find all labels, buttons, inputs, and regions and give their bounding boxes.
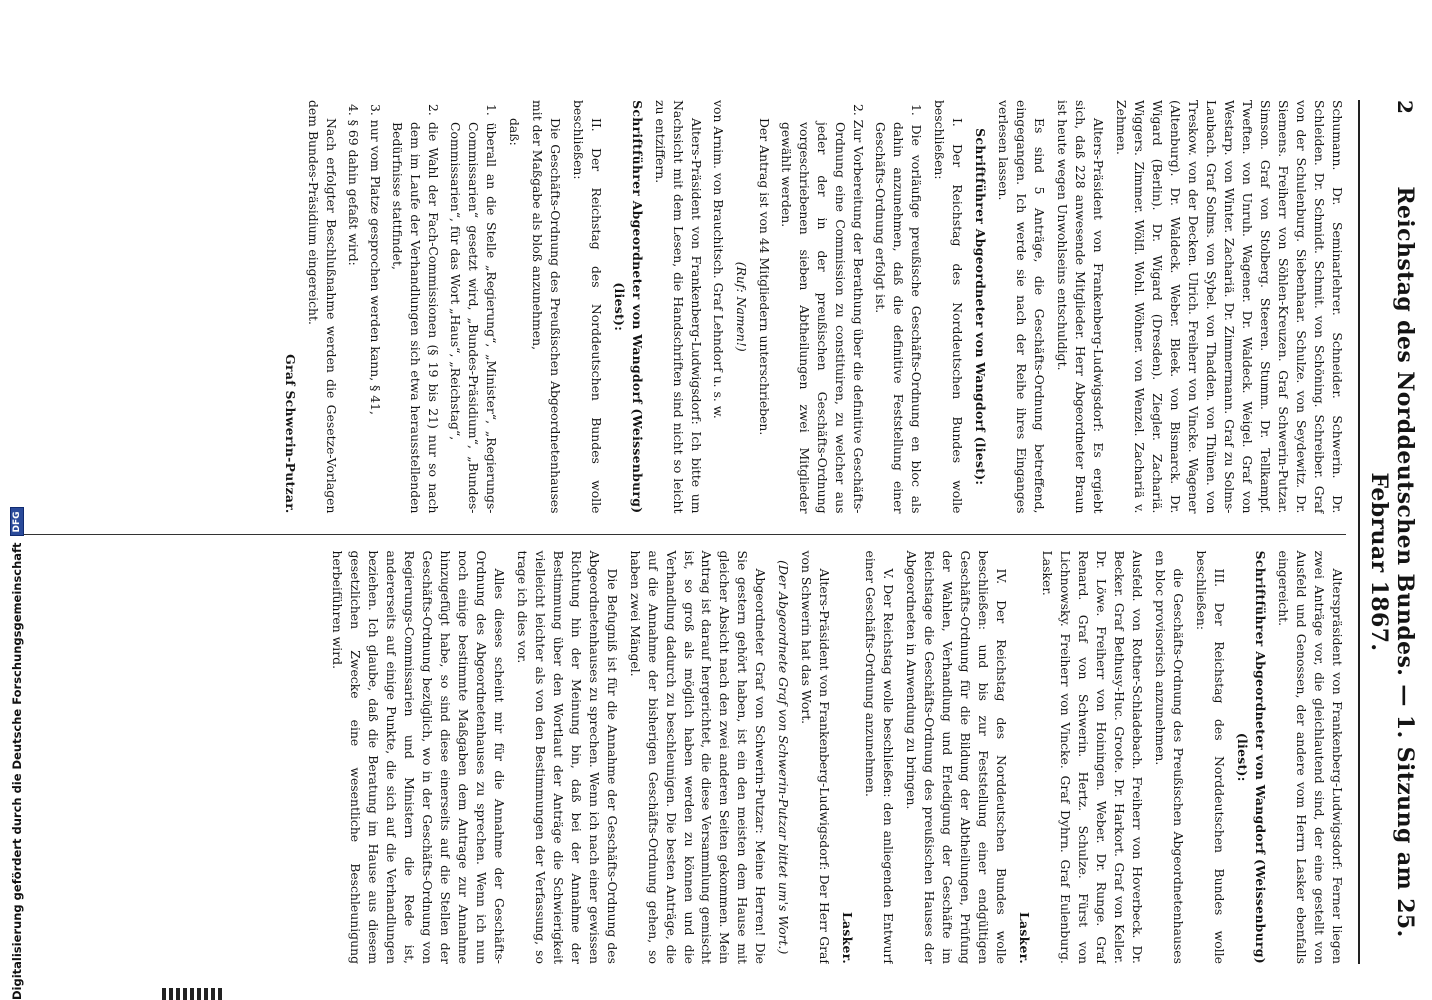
list-item: 1. Die vorläufige preußische Geschäfts-Ordnung en bloc als dahin anzunehmen, daß die definitive Feststellung einer Geschäfts-Ordnung erfolgt ist. <box>873 104 925 514</box>
paragraph: die Geschäfts-Ordnung des Preußischen Abgeordnetenhauses en bloc provisorisch anzunehmen. <box>1153 550 1187 964</box>
page-title: Reichstag des Norddeutschen Bundes. — 1. Sitzung am 25. Februar 1867. <box>1366 186 1418 938</box>
secretary-line: Schriftführer Abgeordneter von Wangdorf (liest): <box>973 128 989 486</box>
digitization-credit <box>10 507 24 1000</box>
paragraph: Alles dieses scheint mir für die Annahme der Geschäfts-Ordnung des Abgeordnetenhauses zu sprechen. Wenn ich nun noch einige bestimmte Maßgaben dem Antrage zur Annahme hinzugefügt habe, so sind diese einerseits auf die Stellen der Geschäfts-Ordnung bezüglich, wo in der Geschäfts-Ordnung von Regierungs-Commissarien und Ministern die Rede ist, andererseits auf einige Punkte, die sich auf die Verhandlungen beziehen. Ich glaube, daß die Beratung im Hause aus diesem gesetzlichen Zwecke eine wesentliche Beschleunigung herbeiführen wird. <box>329 550 507 964</box>
scan-edge-marks <box>162 988 222 1000</box>
paragraph: Der Antrag ist von 44 Mitgliedern unterschrieben. <box>757 118 773 436</box>
quoted-text: Nach erfolgter Beschlußnahme werden die Gesetze-Vorlagen dem Bundes-Präsidium eingereicht. <box>305 100 339 514</box>
paragraph: Alters-Präsident von Frankenberg-Ludwigsdorf: Der Herr Graf von Schwerin hat das Wort. <box>799 550 833 964</box>
list-item: 2. Zur Vorbereitung der Berathung über die definitive Geschäfts-Ordnung eine Commission zu constituiren, zu welcher aus jeder der in der preußischen Geschäfts-Ordnung vorgeschriebenen sieben Abtheilungen zwei Mitglieder gewählt werden. <box>779 104 867 514</box>
list-item: 3. nur vom Platze gesprochen werden kann, § 41, <box>367 104 383 415</box>
paragraph: daß: <box>506 118 522 146</box>
right-column <box>16 534 1346 965</box>
list-item: 2. die Wahl der Fach-Commissionen (§ 19 bis 21) nur so nach dem im Laufe der Verhandlungen sich etwa herausstellenden Bedürfnisse stattfindet, <box>389 104 441 514</box>
credit-text: Digitalisierung gefördert durch die Deutsche Forschungsgemeinschaft <box>10 542 24 1000</box>
paragraph: Alters-Präsident von Frankenberg-Ludwigsdorf: Es ergiebt sich, daß 228 anwesende Mitglieder. Herr Abgeordneter Braun ist heute wegen Unwohlseins entschuldigt. <box>1055 100 1107 514</box>
motion-heading: I. Der Reichstag des Norddeutschen Bundes wolle beschließen: <box>932 100 966 514</box>
signatory: Lasker. <box>840 912 856 964</box>
signatory: Lasker. <box>1017 912 1033 964</box>
member-list: Ausfeld. von Rother-Schladebach. Freiherr von Hoverbeck. Dr. Becker. Graf Bethusy-Huc. Groote. Dr. Harkort. Graf von Keller. Dr. Löwe. Freiherr von Hoiningen. Weber. Dr. Runge. Graf Renard. Graf von Schwerin. Hertz. Schulze. Fürst von Lichnowsky. Freiherr von Vincke. Graf Dyhrn. Graf Eulenburg. Lasker. <box>1040 550 1146 964</box>
paragraph: Alters-Präsident von Frankenberg-Ludwigsdorf: Ich bitte um Nachsicht mit dem Lesen, die Handschriften sind nicht so leicht zu entziffern. <box>652 100 704 514</box>
paragraph: Alterspräsident von Frankenberg-Ludwigsdorf: Ferner liegen zwei Anträge vor, die gleichlautend sind, der eine gestellt von Ausfeld und Genossen, der andere vom Herrn Lasker ebenfalls eingereicht. <box>1276 550 1345 964</box>
page-header <box>1358 100 1418 964</box>
dfg-logo-icon: DFG <box>10 507 24 536</box>
member-list: Schumann. Dr. Seminarlehrer. Schneider. Schwerin. Dr. Schleiden. Dr. Schmidt. Schmit. von Schöning. Schreiber. Graf von der Schulenburg. Siebenhaar. Schulze. von Seydewitz. Dr. Siemens. Freiherr von Söhlen-Kreuzen. Graf Schwerin-Putzar. Simson. Graf von Stolberg. Steeren. Stumm. Dr. Tellkampf. Tweften. von Unruh. Wagener. Dr. Waldeck. Weigel. Graf von Westarp. von Winter. Zachariä. Dr. Zimmermann. Graf zu Solms-Laubach. Graf Solms. von Sybel. von Thadden. von Thünen. von Treskow. von der Decken. Ulrich. Freiherr von Vincke. Wagener (Altenburg). Dr. Waldeck. Weber. Bleek. von Bismarck. Dr. Wigard (Berlin). Dr. Wigard (Dresden). Ziegler. Zachariä. Wiggers. Zimmer. Wölfl. Wohl. Wöhner. von Wenzel. Zachariä v. Zehmen. <box>1114 100 1345 514</box>
list-item: 1. überall an die Stelle „Regierung“, „Minister“, „Regierungs-Commissarien“ gesetzt wird, „Bundes-Präsidium“, „Bundes-Commissarien“, für das Wort „Haus“, „Reichstag“, <box>447 104 499 514</box>
motion-heading: II. Der Reichstag des Norddeutschen Bundes wolle beschließen: <box>570 100 604 514</box>
page-number: 2 <box>1393 100 1417 115</box>
paragraph: Die Befugniß ist für die Annahme der Geschäfts-Ordnung des Abgeordnetenhauses zu sprechen. Wenn ich nach einer gewissen Richtung hin der Meinung bin, daß bei der Annahme der Bestimmung über den Wortlaut der Anträge die Schwierigkeit vielleicht leichter als von den Bestimmungen der Verfassung, so trage ich dies vor. <box>514 550 620 964</box>
interjection: (Der Abgeordnete Graf von Schwerin-Putzar bittet um's Wort.) <box>776 560 792 955</box>
signatories: von Arnim. von Brauchitsch. Graf Lehndorf u. s. w. <box>711 100 727 419</box>
interjection: (Ruf: Namen!) <box>734 261 750 352</box>
secretary-line: Schriftführer Abgeordneter von Wangdorf (Weissenburg) (liest): <box>1235 550 1269 964</box>
paragraph: Es sind 5 Anträge, die Geschäfts-Ordnung betreffend, eingegangen. Ich werde sie nach der Reihe ihres Einganges verlesen lassen. <box>996 100 1048 514</box>
signatory: Graf Schwerin-Putzar. <box>282 354 298 514</box>
motion-heading: III. Der Reichstag des Norddeutschen Bundes wolle beschließen: <box>1194 550 1228 964</box>
motion-heading: IV. Der Reichstag des Norddeutschen Bundes wolle beschließen: und bis zur Feststellung einer endgültigen Geschäfts-Ordnung für die Bildung der Abtheilungen, Prüfung der Wahlen, Verhandlung und Erledigung der Geschäfte im Reichstage die Geschäfts-Ordnung des preußischen Hauses der Abgeordneten in Anwendung zu bringen. <box>904 550 1010 964</box>
paragraph: Die Geschäfts-Ordnung des Preußischen Abgeordnetenhauses mit der Maßgabe als bloß anzunehmen, <box>529 100 563 514</box>
motion-heading: V. Der Reichstag wolle beschließen: den anliegenden Entwurf einer Geschäfts-Ordnung anzunehmen. <box>863 550 897 964</box>
left-column <box>16 100 1346 514</box>
paragraph: Abgeordneter Graf von Schwerin-Putzar: Meine Herren! Die Sie gestern gehört haben, ist ein den meisten dem Hause mit gleicher Absicht nach den zwei anderen Seiten gekommen. Mein Antrag ist darauf hergerichtet, die diese Versammlung gemischt ist, so groß als möglich haben werden zu können und die Verhandlung dadurch zu beschleunigen. Die besten Anträge, die auf die Annahme der bisherigen Geschäfts-Ordnung gehen, so haben zwei Mängel. <box>627 550 769 964</box>
list-item: 4. § 69 dahin gefaßt wird: <box>345 104 361 266</box>
secretary-line: Schriftführer Abgeordneter von Wangdorf (Weissenburg) (liest): <box>611 100 645 514</box>
